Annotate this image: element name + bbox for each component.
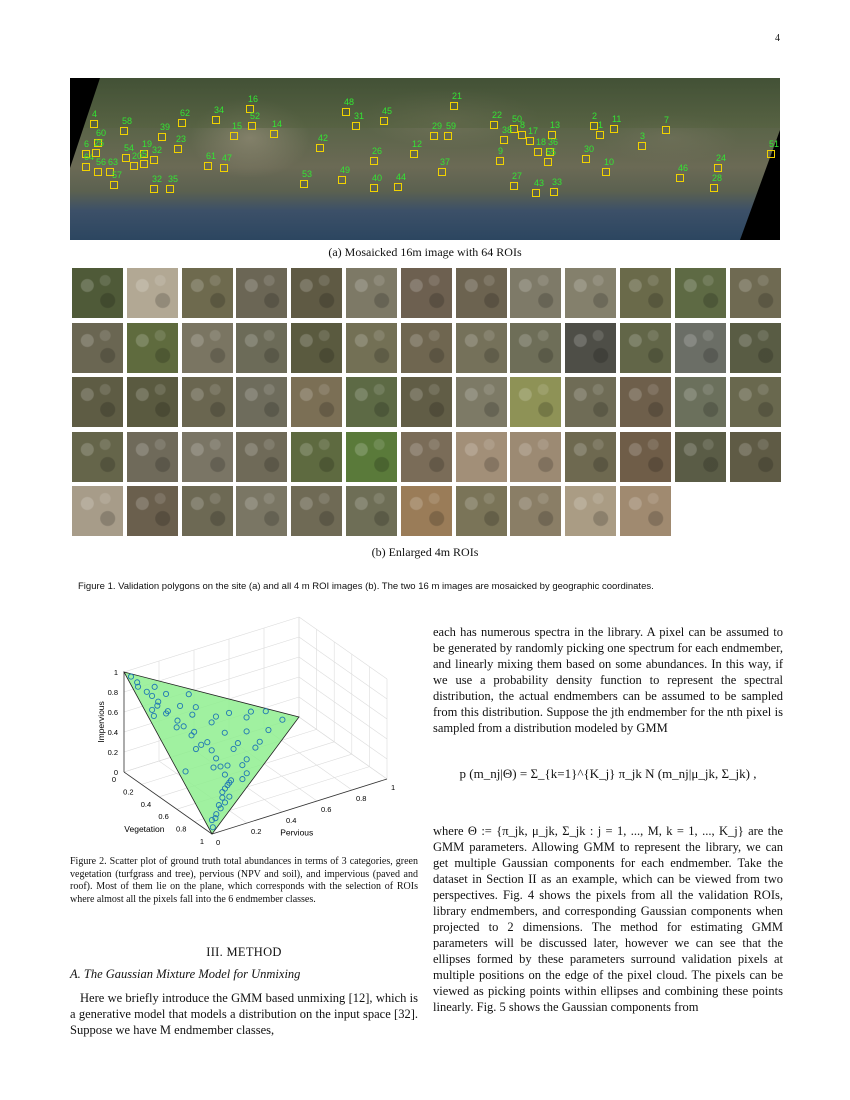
roi-tile — [456, 377, 507, 427]
roi-marker — [122, 154, 130, 162]
roi-marker — [370, 157, 378, 165]
roi-label: 20 — [132, 151, 143, 161]
impervious-tick-label: 0.4 — [107, 728, 118, 737]
impervious-tick-label: 0 — [113, 768, 118, 777]
roi-label: 31 — [354, 111, 365, 121]
roi-marker — [602, 168, 610, 176]
roi-tile — [236, 268, 287, 318]
roi-marker — [662, 126, 670, 134]
pervious-axis-title: Pervious — [280, 827, 314, 838]
figure2-caption: Figure 2. Scatter plot of ground truth total abundances in terms of 3 categories, green vegetation (turfgrass and tree), pervious (NPV and soil), and impervious (paved and roof). Most of them lie on the plane, which corresponds with the selection of ROIs where almost all the pixels fall into the 6 endmember classes. — [70, 856, 418, 905]
roi-label: 58 — [122, 116, 133, 126]
pervious-tick-label: 1 — [391, 783, 396, 792]
roi-tile — [346, 268, 397, 318]
roi-tile — [127, 377, 178, 427]
roi-tile — [510, 323, 561, 373]
roi-label: 38 — [502, 125, 513, 135]
roi-marker — [596, 131, 604, 139]
roi-tile — [127, 432, 178, 482]
roi-tile — [401, 323, 452, 373]
roi-label: 11 — [612, 114, 622, 124]
roi-label: 4 — [92, 109, 98, 119]
roi-tile — [730, 377, 781, 427]
roi-marker — [500, 136, 508, 144]
roi-label: 61 — [206, 151, 217, 161]
mosaic-image — [70, 78, 780, 240]
figure2-scatter-plot — [86, 612, 396, 848]
roi-tile — [182, 377, 233, 427]
roi-label: 42 — [318, 133, 329, 143]
roi-marker — [230, 132, 238, 140]
roi-marker — [526, 137, 534, 145]
method-paragraph: Here we briefly introduce the GMM based unmixing [12], which is a generative model that models a distribution on the input space [32]. Suppose we have M endmember classes, — [70, 991, 418, 1037]
impervious-tick-label: 0.6 — [107, 708, 118, 717]
roi-tile — [127, 486, 178, 536]
roi-label: 29 — [432, 121, 443, 131]
roi-label: 52 — [250, 111, 261, 121]
roi-label: 21 — [452, 91, 463, 101]
roi-marker — [316, 144, 324, 152]
gmm-equation — [433, 766, 783, 782]
roi-marker — [610, 125, 618, 133]
roi-label: 26 — [372, 146, 383, 156]
roi-label: 14 — [272, 119, 283, 129]
roi-marker — [518, 131, 526, 139]
roi-tile — [236, 432, 287, 482]
roi-marker — [352, 122, 360, 130]
roi-label: 27 — [512, 171, 523, 181]
roi-label: 18 — [536, 137, 547, 147]
pervious-tick-label: 0.2 — [251, 827, 262, 836]
roi-tile — [620, 323, 671, 373]
impervious-axis-title: Impervious — [96, 701, 106, 743]
roi-marker — [450, 102, 458, 110]
roi-tile — [620, 486, 671, 536]
roi-tile — [620, 268, 671, 318]
roi-label: 32 — [152, 174, 163, 184]
roi-marker — [94, 168, 102, 176]
roi-tile — [182, 486, 233, 536]
grid-line — [299, 697, 387, 759]
pervious-tick-label: 0.4 — [286, 816, 297, 825]
roi-label: 54 — [124, 143, 135, 153]
roi-tile — [510, 377, 561, 427]
roi-marker — [338, 176, 346, 184]
roi-label: 49 — [340, 165, 351, 175]
grid-line — [299, 717, 387, 779]
roi-marker — [120, 127, 128, 135]
roi-marker — [638, 142, 646, 150]
roi-marker — [220, 164, 228, 172]
roi-tile — [565, 268, 616, 318]
roi-label: 50 — [512, 114, 523, 124]
grid-line — [124, 617, 299, 672]
roi-label: 48 — [344, 97, 355, 107]
roi-marker — [767, 150, 775, 158]
roi-marker — [544, 158, 552, 166]
scatter-plot-svg — [86, 612, 396, 848]
roi-label: 10 — [604, 157, 615, 167]
roi-tile — [127, 323, 178, 373]
roi-marker — [178, 119, 186, 127]
roi-tile — [675, 268, 726, 318]
roi-label: 35 — [168, 174, 179, 184]
roi-marker — [342, 108, 350, 116]
roi-tile — [730, 432, 781, 482]
roi-tile — [510, 486, 561, 536]
roi-label: 60 — [96, 128, 107, 138]
pervious-tick-label: 0 — [216, 838, 221, 847]
roi-tile — [182, 323, 233, 373]
roi-tile — [730, 323, 781, 373]
roi-marker — [150, 156, 158, 164]
roi-label: 3 — [640, 131, 646, 141]
roi-marker — [410, 150, 418, 158]
roi-label: 53 — [302, 169, 313, 179]
roi-tile — [182, 268, 233, 318]
roi-tile — [565, 323, 616, 373]
roi-tile — [456, 268, 507, 318]
roi-label: 13 — [550, 120, 561, 130]
roi-label: 63 — [108, 157, 119, 167]
page-number: 4 — [775, 33, 780, 44]
roi-marker — [490, 121, 498, 129]
roi-tile — [291, 432, 342, 482]
roi-marker — [212, 116, 220, 124]
roi-marker — [204, 162, 212, 170]
roi-label: 40 — [372, 173, 383, 183]
roi-tile — [346, 486, 397, 536]
roi-tile — [510, 268, 561, 318]
roi-tile — [565, 377, 616, 427]
roi-label: 8 — [520, 120, 526, 130]
roi-tile — [510, 432, 561, 482]
roi-tile — [236, 486, 287, 536]
roi-tile — [127, 268, 178, 318]
roi-tile — [401, 268, 452, 318]
roi-label: 36 — [548, 137, 559, 147]
roi-tile — [565, 432, 616, 482]
impervious-tick-label: 0.8 — [107, 688, 118, 697]
roi-label: 24 — [716, 153, 727, 163]
roi-marker — [532, 189, 540, 197]
roi-tile — [291, 323, 342, 373]
roi-label: 32 — [152, 145, 163, 155]
vegetation-tick-label: 0 — [111, 775, 116, 784]
roi-label: 59 — [446, 121, 457, 131]
roi-label: 47 — [222, 153, 233, 163]
roi-label: 7 — [664, 115, 670, 125]
roi-label: 57 — [112, 170, 123, 180]
roi-label: 55 — [546, 147, 557, 157]
impervious-tick-label: 0.2 — [107, 748, 118, 757]
roi-label: 9 — [498, 146, 504, 156]
roi-label: 37 — [440, 157, 451, 167]
roi-tile — [291, 377, 342, 427]
figure1-caption-a: (a) Mosaicked 16m image with 64 ROIs — [328, 245, 522, 259]
section-heading: III. METHOD — [206, 945, 282, 959]
roi-tile — [620, 377, 671, 427]
roi-tile — [456, 323, 507, 373]
roi-tile — [72, 486, 123, 536]
vegetation-axis-title: Vegetation — [124, 824, 165, 835]
roi-tile — [291, 268, 342, 318]
roi-tile — [401, 432, 452, 482]
roi-label: 56 — [96, 157, 107, 167]
roi-label: 51 — [769, 139, 780, 149]
grid-line — [299, 617, 387, 679]
roi-label: 1 — [598, 120, 604, 130]
roi-label: 33 — [552, 177, 563, 187]
roi-marker — [150, 185, 158, 193]
roi-marker — [714, 164, 722, 172]
roi-marker — [582, 155, 590, 163]
roi-marker — [248, 122, 256, 130]
roi-marker — [534, 148, 542, 156]
roi-label: 39 — [160, 122, 171, 132]
roi-label: 15 — [232, 121, 243, 131]
roi-label: 28 — [712, 173, 723, 183]
roi-marker — [300, 180, 308, 188]
roi-label: 46 — [678, 163, 689, 173]
roi-marker — [90, 120, 98, 128]
roi-marker — [380, 117, 388, 125]
roi-label: 12 — [412, 139, 423, 149]
roi-marker — [166, 185, 174, 193]
mountain-region — [70, 78, 780, 128]
pervious-tick-label: 0.6 — [321, 805, 332, 814]
roi-tile — [675, 432, 726, 482]
roi-tile — [675, 323, 726, 373]
grid-line — [299, 657, 387, 719]
roi-label: 6 — [84, 139, 90, 149]
vegetation-tick-label: 0.8 — [175, 824, 187, 834]
figure1-caption: Figure 1. Validation polygons on the site (a) and all 4 m ROI images (b). The two 16 m images are mosaicked by geographic coordinates. — [78, 581, 654, 592]
right-column-text-top: each has numerous spectra in the library. A pixel can be assumed to be generated by randomly picking one spectrum for each endmember, and linearly mixing them based on some abundances. In this way, if we use a probability density function to represent the spectral distribution, the actual endmembers can be assumed to be sampled from this distribution. Suppose the jth endmember for the nth pixel is sampled from a distribution modeled by GMM — [433, 625, 783, 735]
roi-label: 25 — [94, 138, 105, 148]
roi-marker — [438, 168, 446, 176]
roi-marker — [590, 122, 598, 130]
roi-marker — [140, 160, 148, 168]
right-column-text-bottom: where Θ := {π_jk, μ_jk, Σ_jk : j = 1, ..., M, k = 1, ..., K_j} are the GMM parameters. Allowing GMM to represent the library, we can get multiple Gaussian components for each endmember. Take the dataset in Section II as an example, which can be viewed from two perspectives. Fig. 4 shows the pixels from all the validation ROIs, library endmembers, and corresponding Gaussian components when projected to 2 dimensions. The method for estimating GMM parameters will be discussed later, however we can see that the ellipses formed by these parameters surround validation pixels at multiple positions on the edge of the pixel cloud. The pixels can be viewed as picking points within ellipses and combining these points linearly. Fig. 5 shows the Gaussian components from — [433, 824, 783, 1014]
vegetation-tick-label: 1 — [199, 837, 204, 846]
roi-marker — [550, 188, 558, 196]
roi-label: 5 — [142, 149, 148, 159]
roi-marker — [92, 149, 100, 157]
roi-label: 64 — [84, 152, 95, 162]
roi-tile — [346, 432, 397, 482]
roi-label: 45 — [382, 106, 393, 116]
roi-marker — [174, 145, 182, 153]
vegetation-tick-label: 0.6 — [158, 812, 169, 822]
roi-marker — [110, 181, 118, 189]
roi-tile — [730, 268, 781, 318]
roi-marker — [510, 182, 518, 190]
roi-label: 2 — [592, 111, 598, 121]
roi-tile — [675, 377, 726, 427]
roi-tile — [291, 486, 342, 536]
roi-marker — [676, 174, 684, 182]
roi-label: 30 — [584, 144, 595, 154]
roi-tile — [456, 432, 507, 482]
grid-line — [299, 677, 387, 739]
roi-tile — [182, 432, 233, 482]
roi-tile — [72, 377, 123, 427]
roi-label: 44 — [396, 172, 407, 182]
roi-marker — [496, 157, 504, 165]
roi-tile — [236, 323, 287, 373]
roi-label: 34 — [214, 105, 225, 115]
roi-tile — [72, 323, 123, 373]
roi-marker — [270, 130, 278, 138]
roi-label: 16 — [248, 94, 259, 104]
roi-tile — [620, 432, 671, 482]
roi-label: 43 — [534, 178, 545, 188]
roi-marker — [394, 183, 402, 191]
vegetation-tick-label: 0.2 — [123, 787, 134, 797]
grid-line — [299, 637, 387, 699]
roi-label: 23 — [176, 134, 187, 144]
roi-marker — [82, 163, 90, 171]
roi-tile — [401, 377, 452, 427]
roi-tile — [346, 323, 397, 373]
roi-marker — [370, 184, 378, 192]
figure1-caption-b: (b) Enlarged 4m ROIs — [371, 545, 479, 559]
roi-label: 22 — [492, 110, 503, 120]
roi-label: 62 — [180, 108, 191, 118]
roi-tile — [565, 486, 616, 536]
roi-tile — [236, 377, 287, 427]
roi-tile — [72, 268, 123, 318]
pervious-tick-label: 0.8 — [356, 794, 367, 803]
roi-marker — [444, 132, 452, 140]
roi-tile — [456, 486, 507, 536]
roi-tile — [72, 432, 123, 482]
equation-text: p (m_nj|Θ) = Σ_{k=1}^{K_j} π_jk N (m_nj|μ_jk, Σ_jk) , — [459, 766, 757, 781]
roi-label: 19 — [142, 139, 153, 149]
impervious-tick-label: 1 — [113, 668, 118, 677]
vegetation-tick-label: 0.4 — [140, 799, 152, 809]
roi-tile — [401, 486, 452, 536]
roi-marker — [158, 133, 166, 141]
roi-marker — [710, 184, 718, 192]
roi-label: 17 — [528, 126, 539, 136]
roi-marker — [130, 162, 138, 170]
roi-tile — [346, 377, 397, 427]
roi-marker — [430, 132, 438, 140]
subsection-heading: A. The Gaussian Mixture Model for Unmixing — [70, 967, 301, 981]
